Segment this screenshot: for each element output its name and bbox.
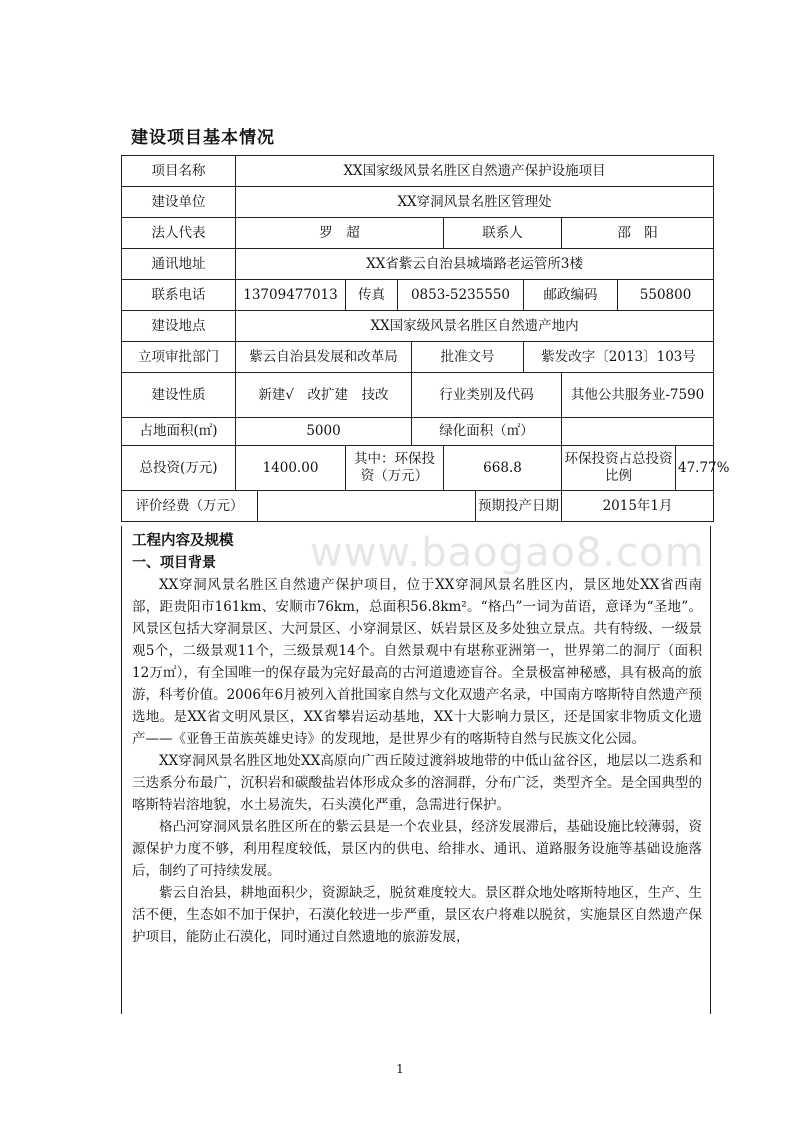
industry-label: 行业类别及代码 bbox=[412, 373, 562, 418]
paragraph: 紫云自治县，耕地面积少，资源缺乏，脱贫难度较大。景区群众地处喀斯特地区，生产、生活不便，生态如不加于保护，石漠化较进一步严重，景区农户将难以脱贫，实施景区自然遗产保护项目，能防止石漠化，同时通过自然遗地的旅游发展， bbox=[132, 885, 702, 945]
start-date-label: 预期投产日期 bbox=[476, 491, 562, 522]
approval-dept-label: 立项审批部门 bbox=[122, 342, 236, 373]
fax-value: 0853-5235550 bbox=[398, 280, 524, 311]
project-name-value: XX国家级风景名胜区自然遗产保护设施项目 bbox=[236, 156, 714, 187]
phone-value: 13709477013 bbox=[236, 280, 346, 311]
approval-no-label: 批准文号 bbox=[412, 342, 524, 373]
start-date-value: 2015年1月 bbox=[562, 491, 714, 522]
env-ratio-value: 47.77% bbox=[676, 446, 714, 491]
contact-value: 邵 阳 bbox=[562, 218, 714, 249]
invest-label: 总投资(万元) bbox=[122, 446, 236, 491]
builder-label: 建设单位 bbox=[122, 187, 236, 218]
site-value: XX国家级风景名胜区自然遗产地内 bbox=[236, 311, 714, 342]
page-number: 1 bbox=[396, 1062, 404, 1076]
legal-rep-label: 法人代表 bbox=[122, 218, 236, 249]
paragraph: XX穿洞风景名胜区地处XX高原向广西丘陵过渡斜坡地带的中低山盆谷区，地层以二迭系和三迭系分布最广，沉积岩和碳酸盐岩体形成众多的溶洞群，分布广泛，类型齐全。是全国典型的喀斯特岩溶地貌，水土易流失，石头漠化严重，急需进行保护。 bbox=[132, 753, 702, 813]
watermark: www.baogao8.com bbox=[310, 530, 705, 576]
phone-label: 联系电话 bbox=[122, 280, 236, 311]
paragraph: 格凸河穿洞风景名胜区所在的紫云县是一个农业县，经济发展滞后，基础设施比较薄弱，资源保护力度不够，利用程度较低，景区内的供电、给排水、通讯、道路服务设施等基础设施落后，制约了可持续发展。 bbox=[132, 819, 702, 879]
env-invest-label: 其中：环保投资（万元） bbox=[346, 446, 444, 491]
invest-value: 1400.00 bbox=[236, 446, 346, 491]
green-value bbox=[562, 418, 714, 446]
project-info-table bbox=[121, 155, 730, 522]
content-title: 工程内容及规模 bbox=[132, 533, 234, 549]
green-label: 绿化面积（㎡） bbox=[412, 418, 562, 446]
approval-no-value: 紫发改字〔2013〕103号 bbox=[524, 342, 714, 373]
fax-label: 传真 bbox=[346, 280, 398, 311]
area-value: 5000 bbox=[236, 418, 412, 446]
page-title: 建设项目基本情况 bbox=[131, 128, 275, 148]
nature-value: 新建√ 改扩建 技改 bbox=[236, 373, 412, 418]
approval-dept-value: 紫云自治县发展和改革局 bbox=[236, 342, 412, 373]
postcode-label: 邮政编码 bbox=[524, 280, 618, 311]
env-ratio-label: 环保投资占总投资比例 bbox=[562, 446, 676, 491]
eval-fee-label: 评价经费（万元） bbox=[122, 491, 258, 522]
site-label: 建设地点 bbox=[122, 311, 236, 342]
legal-rep-value: 罗 超 bbox=[236, 218, 444, 249]
paragraph: XX穿洞风景名胜区自然遗产保护项目，位于XX穿洞风景名胜区内，景区地处XX省西南部，距贵阳市161km、安顺市76km，总面积56.8km²。“格凸”一词为苗语，意译为“圣地”。风景区包括大穿洞景区、大河景区、小穿洞景区、妖岩景区及多处独立景点。共有特级、一级景观5个，二级景观11个，三级景观14个。自然景观中有堪称亚洲第一，世界第二的洞厅（面积12万㎡），有全国唯一的保存最为完好最高的古河道遗迹盲谷。全景极富神秘感，具有极高的旅游，科考价值。2006年6月被列入首批国家自然与文化双遗产名录，中国南方喀斯特自然遗产预选地。是XX省文明风景区，XX省攀岩运动基地，XX十大影响力景区，还是国家非物质文化遗产——《亚鲁王苗族英雄史诗》的发现地，是世界少有的喀斯特自然与民族文化公园。 bbox=[132, 577, 702, 747]
section-title-background: 一、项目背景 bbox=[132, 555, 216, 571]
nature-label: 建设性质 bbox=[122, 373, 236, 418]
eval-fee-value bbox=[258, 491, 476, 522]
env-invest-value: 668.8 bbox=[444, 446, 562, 491]
postcode-value: 550800 bbox=[618, 280, 714, 311]
industry-value: 其他公共服务业-7590 bbox=[562, 373, 714, 418]
address-value: XX省紫云自治县城墙路老运管所3楼 bbox=[236, 249, 714, 280]
contact-label: 联系人 bbox=[444, 218, 562, 249]
project-content-box bbox=[121, 526, 711, 1014]
address-label: 通讯地址 bbox=[122, 249, 236, 280]
area-label: 占地面积(㎡) bbox=[122, 418, 236, 446]
project-name-label: 项目名称 bbox=[122, 156, 236, 187]
builder-value: XX穿洞风景名胜区管理处 bbox=[236, 187, 714, 218]
